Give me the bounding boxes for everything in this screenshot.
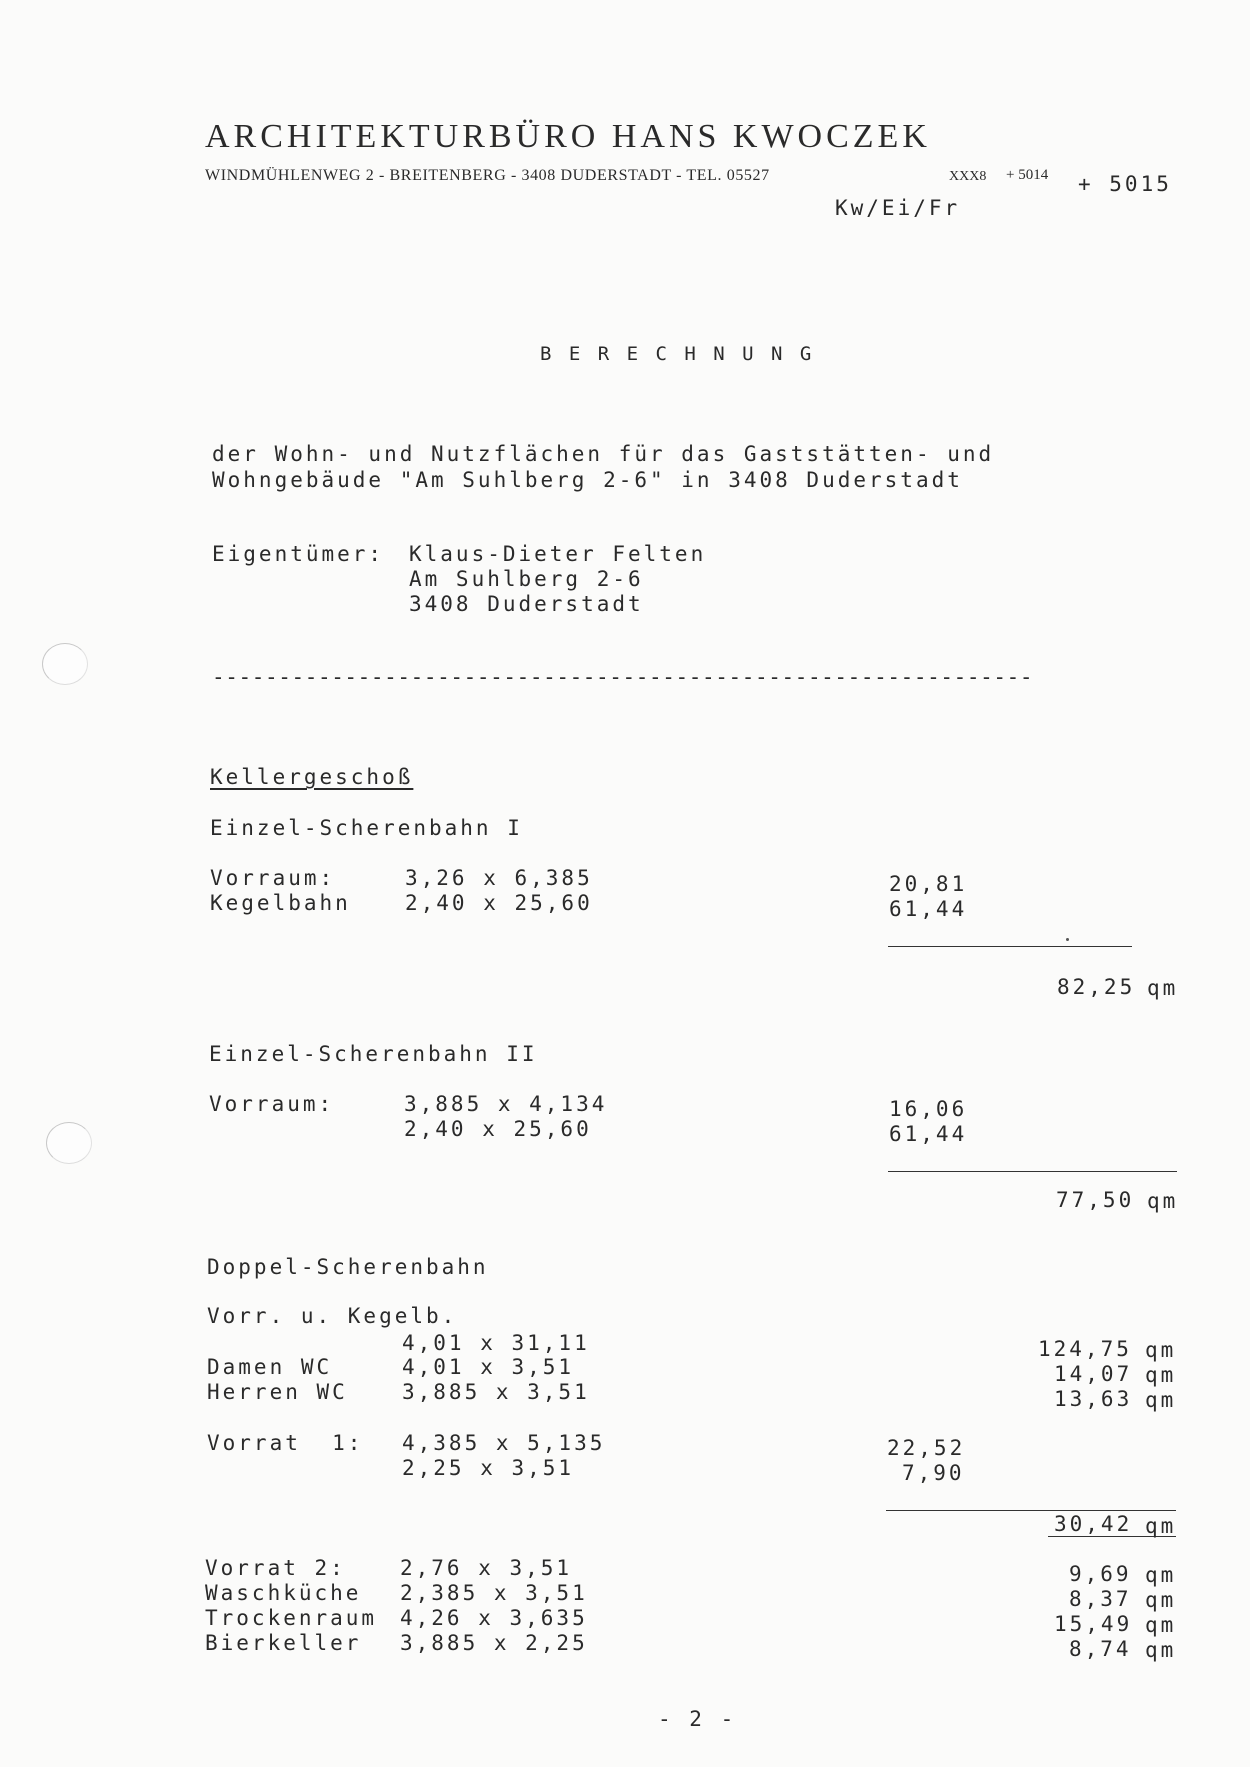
doppel-vorr-label: Vorr. u. Kegelb. bbox=[207, 1304, 458, 1328]
vorrat1-row-sub: 22,52 bbox=[887, 1436, 966, 1460]
owner-label: Eigentümer: bbox=[212, 542, 385, 566]
intro-line-2: Wohngebäude "Am Suhlberg 2-6" in 3408 Duderstadt bbox=[212, 468, 963, 492]
bahn1-total: 82,25 bbox=[1057, 975, 1136, 999]
bahn2-title: Einzel-Scherenbahn II bbox=[209, 1042, 538, 1066]
doppel-row-calc: 4,01 x 31,11 bbox=[402, 1331, 590, 1355]
vorrat1-total: 30,42 bbox=[1054, 1512, 1133, 1536]
room-unit: qm bbox=[1145, 1638, 1177, 1662]
bahn2-row-label: Vorraum: bbox=[209, 1092, 335, 1116]
room-calc: 4,26 x 3,635 bbox=[400, 1606, 588, 1630]
letterhead-phone-ext2: + 5015 bbox=[1078, 172, 1172, 196]
owner-street: Am Suhlberg 2-6 bbox=[409, 567, 644, 591]
room-total: 8,37 bbox=[1069, 1587, 1132, 1611]
room-calc: 2,76 x 3,51 bbox=[400, 1556, 573, 1580]
room-unit: qm bbox=[1145, 1563, 1177, 1587]
page-number: - 2 - bbox=[658, 1707, 737, 1731]
letterhead-address: WINDMÜHLENWEG 2 - BREITENBERG - 3408 DUDERSTADT - TEL. 05527 bbox=[205, 167, 770, 184]
section-heading: Kellergeschoß bbox=[210, 765, 414, 789]
room-calc: 3,885 x 2,25 bbox=[400, 1631, 588, 1655]
bahn2-row-calc: 3,885 x 4,134 bbox=[404, 1092, 608, 1116]
intro-line-1: der Wohn- und Nutzflächen für das Gaststätten- und bbox=[212, 442, 995, 466]
vorrat1-label: Vorrat 1: bbox=[207, 1431, 364, 1455]
room-total: 9,69 bbox=[1069, 1562, 1132, 1586]
doppel-row-unit: qm bbox=[1145, 1363, 1177, 1387]
bahn2-row-sub: 61,44 bbox=[889, 1122, 968, 1146]
room-total: 8,74 bbox=[1069, 1637, 1132, 1661]
bahn2-row-calc: 2,40 x 25,60 bbox=[404, 1117, 592, 1141]
punch-hole-bottom bbox=[46, 1122, 92, 1164]
room-label: Trockenraum bbox=[205, 1606, 378, 1630]
page-title: B E R E C H N U N G bbox=[540, 343, 815, 365]
owner-name: Klaus-Dieter Felten bbox=[409, 542, 707, 566]
doppel-row-total: 124,75 bbox=[1038, 1337, 1132, 1361]
letterhead-firm: ARCHITEKTURBÜRO HANS KWOCZEK bbox=[205, 118, 931, 155]
doppel-row-total: 13,63 bbox=[1054, 1387, 1133, 1411]
vorrat1-row-calc: 2,25 x 3,51 bbox=[402, 1456, 575, 1480]
bahn2-sum-rule bbox=[888, 1171, 1177, 1172]
doppel-row-total: 14,07 bbox=[1054, 1362, 1133, 1386]
bahn1-row-label: Kegelbahn bbox=[210, 891, 351, 915]
room-calc: 2,385 x 3,51 bbox=[400, 1581, 588, 1605]
owner-city: 3408 Duderstadt bbox=[409, 592, 644, 616]
doppel-title: Doppel-Scherenbahn bbox=[207, 1255, 489, 1279]
bahn1-row-label: Vorraum: bbox=[210, 866, 336, 890]
bahn2-total: 77,50 bbox=[1056, 1188, 1135, 1212]
bahn2-unit: qm bbox=[1147, 1189, 1179, 1213]
vorrat1-sum-rule bbox=[886, 1510, 1176, 1511]
vorrat1-unit: qm bbox=[1145, 1514, 1177, 1538]
bahn1-row-calc: 3,26 x 6,385 bbox=[405, 866, 593, 890]
vorrat1-row-sub: 7,90 bbox=[902, 1461, 965, 1485]
ink-speck bbox=[1066, 938, 1069, 941]
letterhead-reference: Kw/Ei/Fr bbox=[835, 196, 961, 220]
bahn1-sum-rule bbox=[888, 946, 1132, 947]
doppel-row-label: Herren WC bbox=[207, 1380, 348, 1404]
room-unit: qm bbox=[1145, 1588, 1177, 1612]
bahn1-row-sub: 20,81 bbox=[889, 872, 968, 896]
bahn1-title: Einzel-Scherenbahn I bbox=[210, 816, 523, 840]
bahn1-row-sub: 61,44 bbox=[889, 897, 968, 921]
room-label: Waschküche bbox=[205, 1581, 362, 1605]
letterhead-phone-struck: XXX8 bbox=[949, 169, 987, 184]
room-label: Vorrat 2: bbox=[205, 1556, 346, 1580]
room-unit: qm bbox=[1145, 1613, 1177, 1637]
bahn1-unit: qm bbox=[1147, 976, 1179, 1000]
bahn2-row-sub: 16,06 bbox=[889, 1097, 968, 1121]
room-label: Bierkeller bbox=[205, 1631, 362, 1655]
doppel-row-unit: qm bbox=[1145, 1338, 1177, 1362]
doppel-row-unit: qm bbox=[1145, 1388, 1177, 1412]
bahn1-row-calc: 2,40 x 25,60 bbox=[405, 891, 593, 915]
doppel-row-calc: 4,01 x 3,51 bbox=[402, 1355, 575, 1379]
letterhead-phone-ext1: + 5014 bbox=[1006, 167, 1049, 183]
dashed-separator: -------------------------------------------------------------- bbox=[212, 665, 1034, 689]
vorrat1-row-calc: 4,385 x 5,135 bbox=[402, 1431, 606, 1455]
doppel-row-label: Damen WC bbox=[207, 1355, 333, 1379]
room-total: 15,49 bbox=[1054, 1612, 1133, 1636]
doppel-row-calc: 3,885 x 3,51 bbox=[402, 1380, 590, 1404]
punch-hole-top bbox=[42, 643, 88, 685]
